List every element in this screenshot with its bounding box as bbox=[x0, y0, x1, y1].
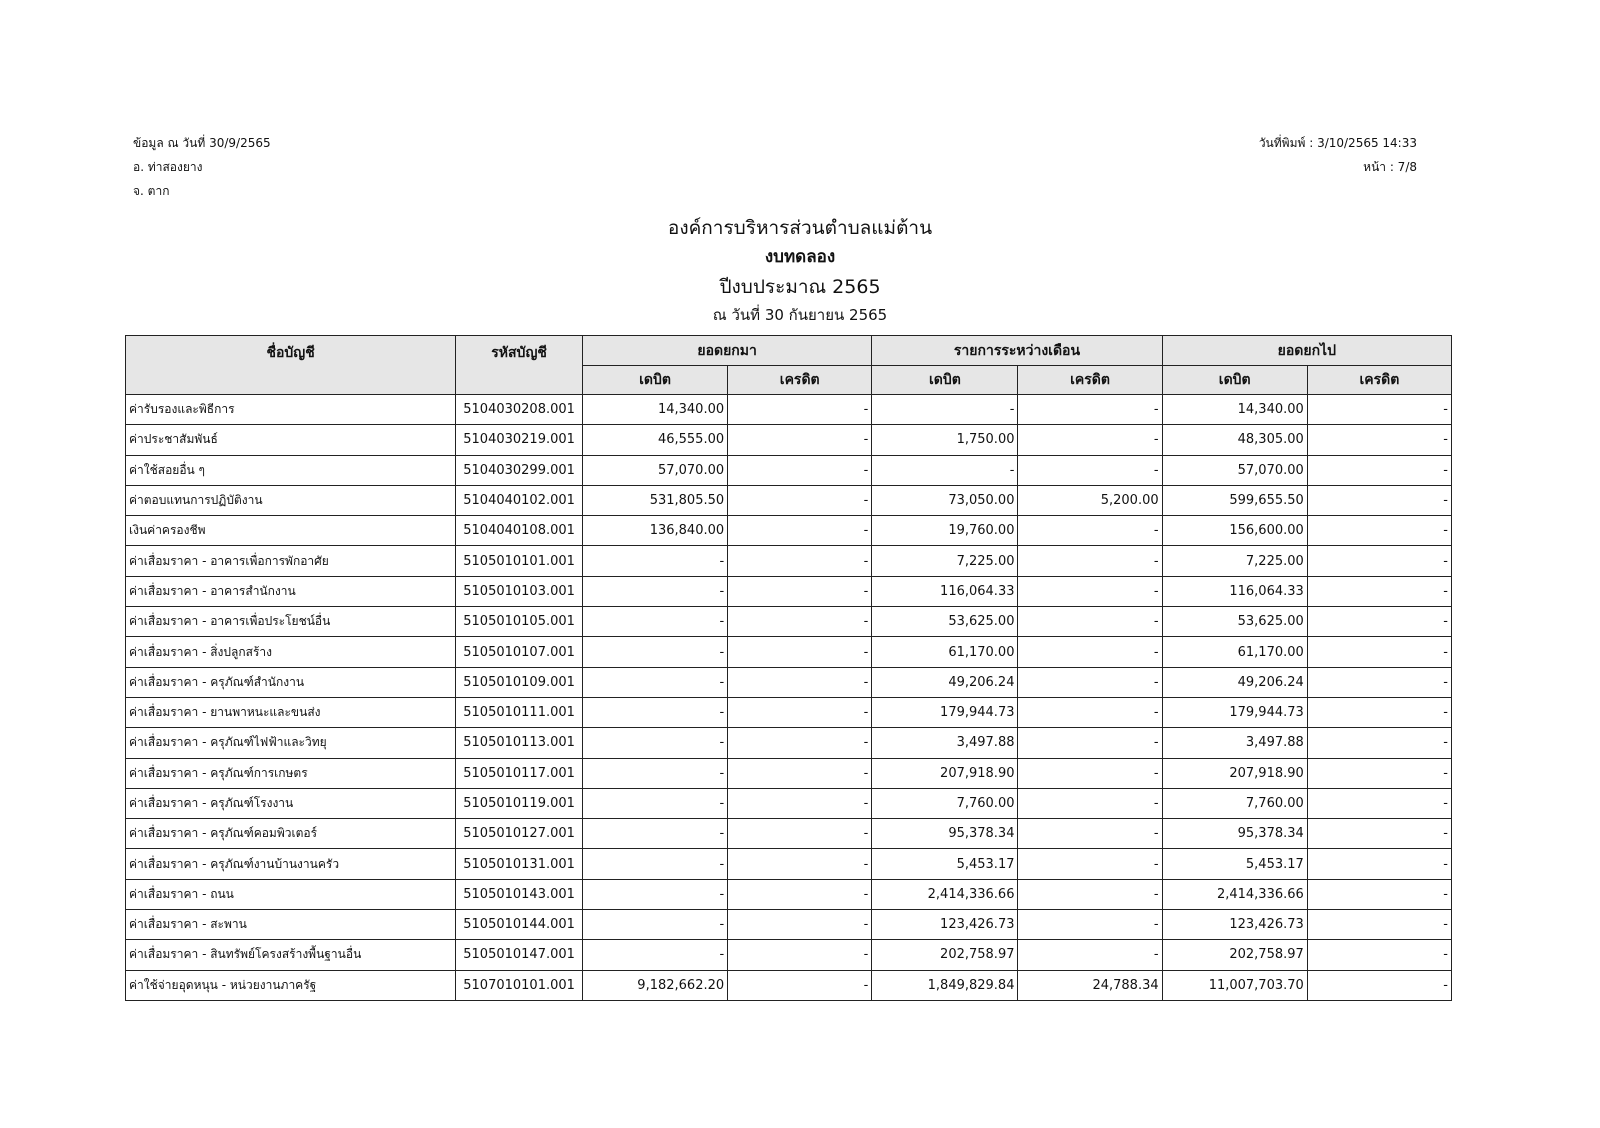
brought-forward-debit-cell: - bbox=[582, 940, 727, 970]
brought-forward-debit-cell: 14,340.00 bbox=[582, 395, 727, 425]
account-code-cell: 5105010127.001 bbox=[456, 819, 583, 849]
table-row bbox=[126, 516, 1452, 546]
account-name-cell: ค่าใช้จ่ายอุดหนุน - หน่วยงานภาครัฐ bbox=[126, 970, 456, 1000]
month-debit-cell: 1,849,829.84 bbox=[872, 970, 1018, 1000]
month-debit-cell: 2,414,336.66 bbox=[872, 879, 1018, 909]
account-code-cell: 5105010143.001 bbox=[456, 879, 583, 909]
account-name-cell: ค่าตอบแทนการปฏิบัติงาน bbox=[126, 485, 456, 515]
table-row bbox=[126, 455, 1452, 485]
account-code-cell: 5105010107.001 bbox=[456, 637, 583, 667]
table-row bbox=[126, 788, 1452, 818]
month-credit-cell: 24,788.34 bbox=[1018, 970, 1162, 1000]
brought-forward-debit-cell: - bbox=[582, 728, 727, 758]
account-code-cell: 5104040108.001 bbox=[456, 516, 583, 546]
organization-name: องค์การบริหารส่วนตำบลแม่ต้าน bbox=[667, 217, 933, 239]
header-debit: เดบิต bbox=[582, 366, 727, 395]
table-row bbox=[126, 697, 1452, 727]
carried-forward-credit-cell: - bbox=[1307, 879, 1451, 909]
carried-forward-debit-cell: 2,414,336.66 bbox=[1162, 879, 1307, 909]
as-of-date: ณ วันที่ 30 กันยายน 2565 bbox=[712, 306, 888, 324]
month-debit-cell: 53,625.00 bbox=[872, 607, 1018, 637]
header-credit: เครดิต bbox=[1018, 366, 1162, 395]
month-credit-cell: - bbox=[1018, 516, 1162, 546]
account-name-cell: ค่ารับรองและพิธีการ bbox=[126, 395, 456, 425]
brought-forward-credit-cell: - bbox=[728, 395, 872, 425]
carried-forward-credit-cell: - bbox=[1307, 667, 1451, 697]
brought-forward-credit-cell: - bbox=[728, 516, 872, 546]
account-code-cell: 5104040102.001 bbox=[456, 485, 583, 515]
carried-forward-debit-cell: 49,206.24 bbox=[1162, 667, 1307, 697]
month-debit-cell: 61,170.00 bbox=[872, 637, 1018, 667]
print-date: วันที่พิมพ์ : 3/10/2565 14:33 bbox=[1258, 136, 1417, 150]
month-credit-cell: - bbox=[1018, 455, 1162, 485]
month-debit-cell: 1,750.00 bbox=[872, 425, 1018, 455]
carried-forward-credit-cell: - bbox=[1307, 546, 1451, 576]
account-name-cell: ค่าเสื่อมราคา - ครุภัณฑ์ไฟฟ้าและวิทยุ bbox=[126, 728, 456, 758]
account-name-cell: ค่าเสื่อมราคา - สินทรัพย์โครงสร้างพื้นฐานอื่น bbox=[126, 940, 456, 970]
fiscal-year: ปีงบประมาณ 2565 bbox=[719, 276, 881, 298]
carried-forward-credit-cell: - bbox=[1307, 455, 1451, 485]
account-name-cell: ค่าเสื่อมราคา - สิ่งปลูกสร้าง bbox=[126, 637, 456, 667]
month-debit-cell: 202,758.97 bbox=[872, 940, 1018, 970]
account-code-cell: 5104030219.001 bbox=[456, 425, 583, 455]
table-row bbox=[126, 879, 1452, 909]
table-row bbox=[126, 637, 1452, 667]
table-row bbox=[126, 667, 1452, 697]
account-name-cell: ค่าเสื่อมราคา - อาคารสำนักงาน bbox=[126, 576, 456, 606]
account-name-cell: ค่าเสื่อมราคา - ครุภัณฑ์สำนักงาน bbox=[126, 667, 456, 697]
brought-forward-debit-cell: - bbox=[582, 697, 727, 727]
carried-forward-credit-cell: - bbox=[1307, 485, 1451, 515]
brought-forward-credit-cell: - bbox=[728, 485, 872, 515]
brought-forward-debit-cell: - bbox=[582, 879, 727, 909]
table-row bbox=[126, 970, 1452, 1000]
account-name-cell: ค่าเสื่อมราคา - สะพาน bbox=[126, 910, 456, 940]
brought-forward-debit-cell: - bbox=[582, 607, 727, 637]
carried-forward-debit-cell: 207,918.90 bbox=[1162, 758, 1307, 788]
account-code-cell: 5104030208.001 bbox=[456, 395, 583, 425]
month-debit-cell: 3,497.88 bbox=[872, 728, 1018, 758]
carried-forward-debit-cell: 53,625.00 bbox=[1162, 607, 1307, 637]
carried-forward-debit-cell: 123,426.73 bbox=[1162, 910, 1307, 940]
account-name-cell: ค่าเสื่อมราคา - อาคารเพื่อการพักอาศัย bbox=[126, 546, 456, 576]
data-date: ข้อมูล ณ วันที่ 30/9/2565 bbox=[133, 136, 271, 150]
header-carried-forward: ยอดยกไป bbox=[1162, 336, 1451, 366]
month-credit-cell: - bbox=[1018, 667, 1162, 697]
brought-forward-credit-cell: - bbox=[728, 697, 872, 727]
month-debit-cell: 5,453.17 bbox=[872, 849, 1018, 879]
carried-forward-debit-cell: 156,600.00 bbox=[1162, 516, 1307, 546]
month-credit-cell: 5,200.00 bbox=[1018, 485, 1162, 515]
carried-forward-credit-cell: - bbox=[1307, 819, 1451, 849]
account-code-cell: 5105010144.001 bbox=[456, 910, 583, 940]
account-code-cell: 5105010111.001 bbox=[456, 697, 583, 727]
header-debit: เดบิต bbox=[1162, 366, 1307, 395]
brought-forward-credit-cell: - bbox=[728, 758, 872, 788]
report-titles bbox=[0, 214, 1600, 328]
month-credit-cell: - bbox=[1018, 879, 1162, 909]
account-name-cell: ค่าใช้สอยอื่น ๆ bbox=[126, 455, 456, 485]
carried-forward-debit-cell: 95,378.34 bbox=[1162, 819, 1307, 849]
account-name-cell: ค่าเสื่อมราคา - ถนน bbox=[126, 879, 456, 909]
month-credit-cell: - bbox=[1018, 758, 1162, 788]
account-code-cell: 5105010113.001 bbox=[456, 728, 583, 758]
month-credit-cell: - bbox=[1018, 728, 1162, 758]
month-debit-cell: - bbox=[872, 395, 1018, 425]
header-debit: เดบิต bbox=[872, 366, 1018, 395]
table-row bbox=[126, 425, 1452, 455]
table-row bbox=[126, 607, 1452, 637]
account-code-cell: 5105010131.001 bbox=[456, 849, 583, 879]
brought-forward-credit-cell: - bbox=[728, 667, 872, 697]
trial-balance-table bbox=[125, 335, 1452, 1001]
header-credit: เครดิต bbox=[728, 366, 872, 395]
account-code-cell: 5105010105.001 bbox=[456, 607, 583, 637]
table-row bbox=[126, 940, 1452, 970]
brought-forward-debit-cell: - bbox=[582, 546, 727, 576]
carried-forward-debit-cell: 57,070.00 bbox=[1162, 455, 1307, 485]
month-credit-cell: - bbox=[1018, 425, 1162, 455]
carried-forward-credit-cell: - bbox=[1307, 425, 1451, 455]
month-credit-cell: - bbox=[1018, 576, 1162, 606]
report-title: งบทดลอง bbox=[764, 247, 836, 267]
brought-forward-credit-cell: - bbox=[728, 576, 872, 606]
carried-forward-credit-cell: - bbox=[1307, 576, 1451, 606]
header-account-name: ชื่อบัญชี bbox=[126, 336, 456, 395]
table-row bbox=[126, 485, 1452, 515]
brought-forward-debit-cell: - bbox=[582, 667, 727, 697]
brought-forward-credit-cell: - bbox=[728, 910, 872, 940]
month-debit-cell: 7,225.00 bbox=[872, 546, 1018, 576]
brought-forward-credit-cell: - bbox=[728, 788, 872, 818]
brought-forward-debit-cell: 136,840.00 bbox=[582, 516, 727, 546]
brought-forward-debit-cell: 46,555.00 bbox=[582, 425, 727, 455]
month-debit-cell: 73,050.00 bbox=[872, 485, 1018, 515]
month-credit-cell: - bbox=[1018, 849, 1162, 879]
account-code-cell: 5104030299.001 bbox=[456, 455, 583, 485]
table-row bbox=[126, 395, 1452, 425]
table-row bbox=[126, 849, 1452, 879]
brought-forward-debit-cell: - bbox=[582, 637, 727, 667]
month-debit-cell: 19,760.00 bbox=[872, 516, 1018, 546]
brought-forward-credit-cell: - bbox=[728, 728, 872, 758]
account-name-cell: ค่าประชาสัมพันธ์ bbox=[126, 425, 456, 455]
month-debit-cell: 207,918.90 bbox=[872, 758, 1018, 788]
carried-forward-debit-cell: 116,064.33 bbox=[1162, 576, 1307, 606]
carried-forward-credit-cell: - bbox=[1307, 728, 1451, 758]
brought-forward-credit-cell: - bbox=[728, 819, 872, 849]
carried-forward-credit-cell: - bbox=[1307, 940, 1451, 970]
month-credit-cell: - bbox=[1018, 788, 1162, 818]
brought-forward-debit-cell: - bbox=[582, 576, 727, 606]
account-name-cell: ค่าเสื่อมราคา - ครุภัณฑ์คอมพิวเตอร์ bbox=[126, 819, 456, 849]
table-row bbox=[126, 910, 1452, 940]
carried-forward-debit-cell: 48,305.00 bbox=[1162, 425, 1307, 455]
account-name-cell: เงินค่าครองชีพ bbox=[126, 516, 456, 546]
brought-forward-credit-cell: - bbox=[728, 546, 872, 576]
account-code-cell: 5107010101.001 bbox=[456, 970, 583, 1000]
month-credit-cell: - bbox=[1018, 819, 1162, 849]
month-credit-cell: - bbox=[1018, 637, 1162, 667]
month-debit-cell: 7,760.00 bbox=[872, 788, 1018, 818]
month-credit-cell: - bbox=[1018, 546, 1162, 576]
province: จ. ตาก bbox=[133, 184, 170, 198]
table-row bbox=[126, 728, 1452, 758]
header-account-code: รหัสบัญชี bbox=[456, 336, 583, 395]
carried-forward-debit-cell: 5,453.17 bbox=[1162, 849, 1307, 879]
header-credit: เครดิต bbox=[1307, 366, 1451, 395]
month-debit-cell: 95,378.34 bbox=[872, 819, 1018, 849]
month-debit-cell: - bbox=[872, 455, 1018, 485]
carried-forward-debit-cell: 11,007,703.70 bbox=[1162, 970, 1307, 1000]
carried-forward-credit-cell: - bbox=[1307, 697, 1451, 727]
brought-forward-debit-cell: 57,070.00 bbox=[582, 455, 727, 485]
month-debit-cell: 179,944.73 bbox=[872, 697, 1018, 727]
carried-forward-credit-cell: - bbox=[1307, 516, 1451, 546]
carried-forward-credit-cell: - bbox=[1307, 637, 1451, 667]
district: อ. ท่าสองยาง bbox=[133, 160, 203, 174]
account-name-cell: ค่าเสื่อมราคา - ยานพาหนะและขนส่ง bbox=[126, 697, 456, 727]
month-credit-cell: - bbox=[1018, 395, 1162, 425]
month-debit-cell: 49,206.24 bbox=[872, 667, 1018, 697]
carried-forward-credit-cell: - bbox=[1307, 607, 1451, 637]
month-credit-cell: - bbox=[1018, 910, 1162, 940]
account-name-cell: ค่าเสื่อมราคา - ครุภัณฑ์งานบ้านงานครัว bbox=[126, 849, 456, 879]
account-name-cell: ค่าเสื่อมราคา - ครุภัณฑ์โรงงาน bbox=[126, 788, 456, 818]
header-brought-forward: ยอดยกมา bbox=[582, 336, 871, 366]
carried-forward-credit-cell: - bbox=[1307, 788, 1451, 818]
carried-forward-debit-cell: 14,340.00 bbox=[1162, 395, 1307, 425]
carried-forward-credit-cell: - bbox=[1307, 758, 1451, 788]
carried-forward-debit-cell: 3,497.88 bbox=[1162, 728, 1307, 758]
brought-forward-credit-cell: - bbox=[728, 879, 872, 909]
table-row bbox=[126, 819, 1452, 849]
report-meta-left bbox=[133, 131, 271, 203]
brought-forward-credit-cell: - bbox=[728, 940, 872, 970]
carried-forward-credit-cell: - bbox=[1307, 395, 1451, 425]
brought-forward-credit-cell: - bbox=[728, 607, 872, 637]
month-credit-cell: - bbox=[1018, 607, 1162, 637]
carried-forward-debit-cell: 202,758.97 bbox=[1162, 940, 1307, 970]
brought-forward-debit-cell: - bbox=[582, 910, 727, 940]
brought-forward-debit-cell: - bbox=[582, 819, 727, 849]
account-code-cell: 5105010103.001 bbox=[456, 576, 583, 606]
brought-forward-debit-cell: 9,182,662.20 bbox=[582, 970, 727, 1000]
page-number: หน้า : 7/8 bbox=[1363, 160, 1417, 174]
brought-forward-credit-cell: - bbox=[728, 637, 872, 667]
account-name-cell: ค่าเสื่อมราคา - ครุภัณฑ์การเกษตร bbox=[126, 758, 456, 788]
month-debit-cell: 116,064.33 bbox=[872, 576, 1018, 606]
table-row bbox=[126, 758, 1452, 788]
brought-forward-debit-cell: 531,805.50 bbox=[582, 485, 727, 515]
month-credit-cell: - bbox=[1018, 940, 1162, 970]
carried-forward-debit-cell: 7,760.00 bbox=[1162, 788, 1307, 818]
brought-forward-credit-cell: - bbox=[728, 455, 872, 485]
table-row bbox=[126, 546, 1452, 576]
brought-forward-credit-cell: - bbox=[728, 849, 872, 879]
brought-forward-credit-cell: - bbox=[728, 970, 872, 1000]
header-during-month: รายการระหว่างเดือน bbox=[872, 336, 1162, 366]
report-meta-right bbox=[1259, 131, 1417, 179]
month-credit-cell: - bbox=[1018, 697, 1162, 727]
account-code-cell: 5105010117.001 bbox=[456, 758, 583, 788]
carried-forward-credit-cell: - bbox=[1307, 910, 1451, 940]
brought-forward-debit-cell: - bbox=[582, 788, 727, 818]
brought-forward-debit-cell: - bbox=[582, 758, 727, 788]
brought-forward-debit-cell: - bbox=[582, 849, 727, 879]
carried-forward-credit-cell: - bbox=[1307, 849, 1451, 879]
carried-forward-credit-cell: - bbox=[1307, 970, 1451, 1000]
carried-forward-debit-cell: 7,225.00 bbox=[1162, 546, 1307, 576]
month-debit-cell: 123,426.73 bbox=[872, 910, 1018, 940]
account-name-cell: ค่าเสื่อมราคา - อาคารเพื่อประโยชน์อื่น bbox=[126, 607, 456, 637]
account-code-cell: 5105010101.001 bbox=[456, 546, 583, 576]
account-code-cell: 5105010109.001 bbox=[456, 667, 583, 697]
carried-forward-debit-cell: 179,944.73 bbox=[1162, 697, 1307, 727]
account-code-cell: 5105010119.001 bbox=[456, 788, 583, 818]
table-row bbox=[126, 576, 1452, 606]
account-code-cell: 5105010147.001 bbox=[456, 940, 583, 970]
carried-forward-debit-cell: 599,655.50 bbox=[1162, 485, 1307, 515]
carried-forward-debit-cell: 61,170.00 bbox=[1162, 637, 1307, 667]
brought-forward-credit-cell: - bbox=[728, 425, 872, 455]
table-body bbox=[126, 395, 1452, 1001]
